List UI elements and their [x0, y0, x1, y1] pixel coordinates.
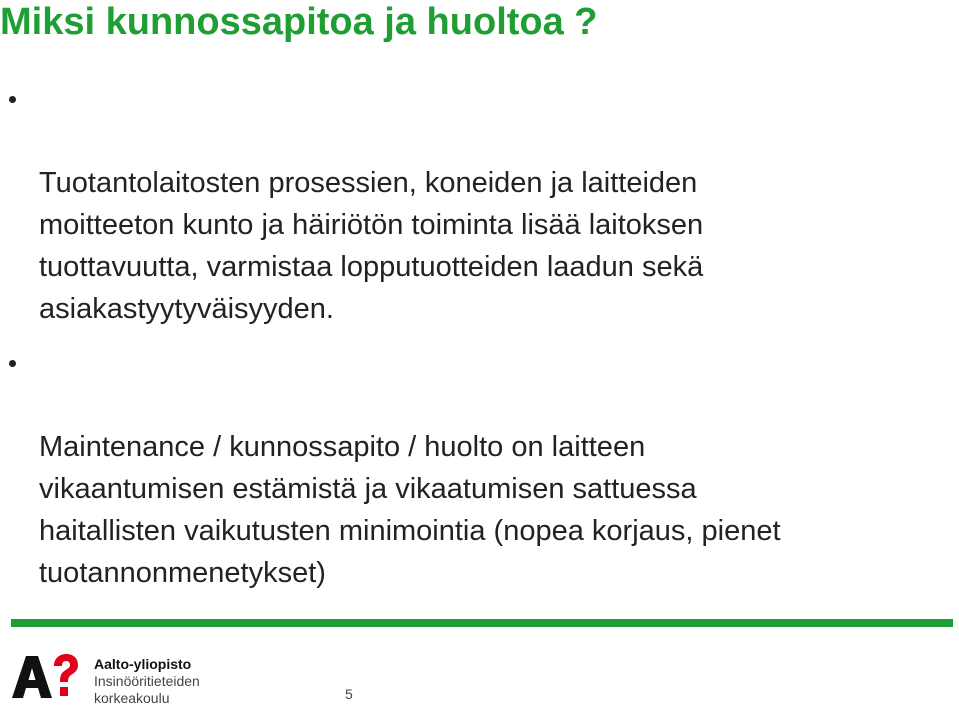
- page-number: 5: [345, 686, 353, 702]
- bullet-dot-icon: [9, 360, 16, 367]
- bullet-item: [0, 78, 959, 330]
- aalto-logo-icon: [10, 652, 82, 700]
- bullet-text: Maintenance / kunnossapito / huolto on laitteen vikaantumisen estämistä ja vikaatumisen sattuessa haitallisten vaikutusten minimointia (nopea korjaus, pienet tuotannonmenetykset): [39, 431, 781, 589]
- bullet-dot-icon: [9, 96, 16, 103]
- footer-divider: [11, 619, 953, 627]
- bullet-text: Tuotantolaitosten prosessien, koneiden ja laitteiden moitteeton kunto ja häiriötön toiminta lisää laitoksen tuottavuutta, varmistaa lopputuotteiden laadun sekä asiakastyytyväisyyden.: [39, 167, 704, 325]
- logo-university-name: Aalto-yliopisto: [94, 656, 192, 672]
- bullet-item: [0, 342, 959, 594]
- logo-school-name-line1: Insinööritieteiden: [94, 673, 200, 689]
- slide-title: Miksi kunnossapitoa ja huoltoa ?: [0, 1, 598, 43]
- logo-text: [94, 656, 200, 707]
- bullet-list: [0, 78, 959, 606]
- logo-school-name-line2: korkeakoulu: [94, 690, 170, 706]
